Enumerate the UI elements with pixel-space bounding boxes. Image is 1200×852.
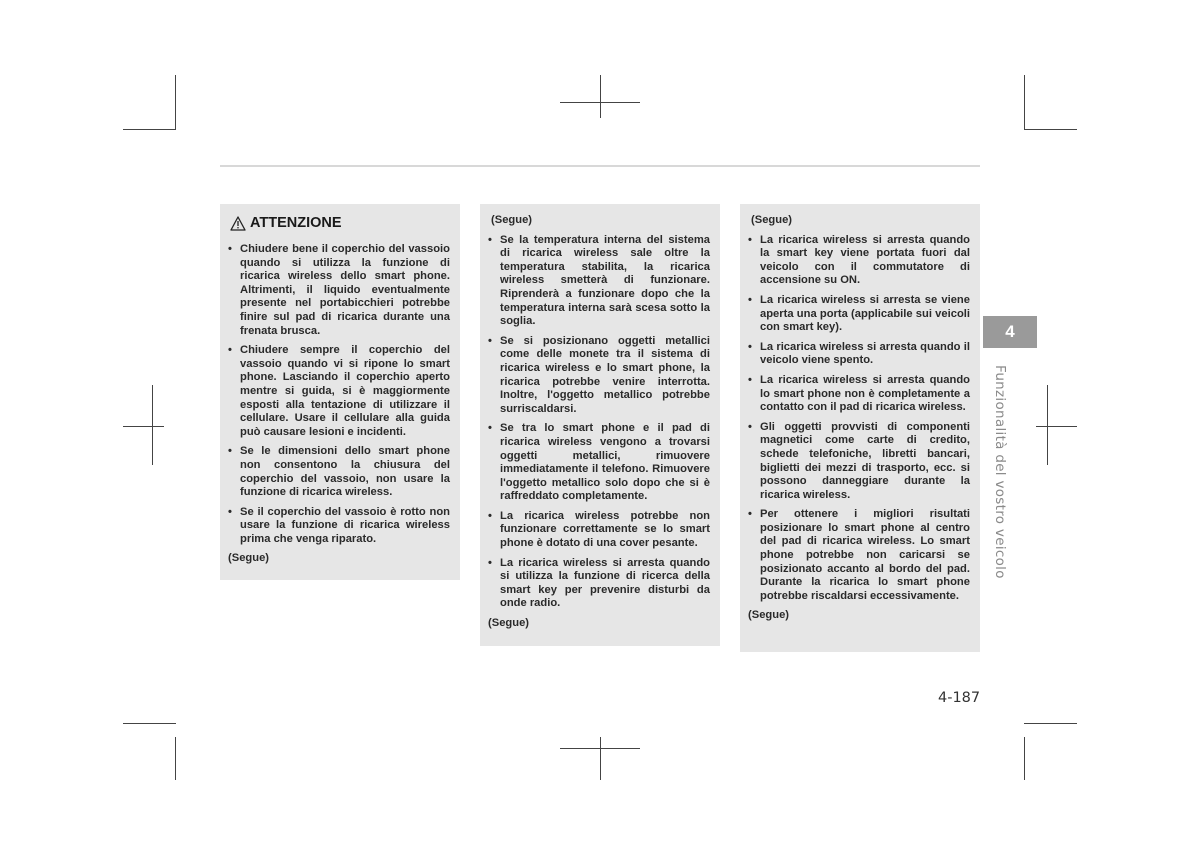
list-item: • La ricarica wireless si arresta quando il veicolo viene spento. — [748, 340, 970, 367]
middle-list — [488, 234, 710, 611]
page-number: 4-187 — [938, 690, 981, 706]
continued-label: (Segue) — [488, 617, 530, 630]
list-item: • Se si posizionano oggetti metallici come delle monete tra il sistema di ricarica wireless e lo smart phone, la ricarica potrebbe venire interrotta. Inoltre, l'oggetto metallico potrebbe surriscaldarsi. — [488, 334, 710, 415]
list-item: • Se il coperchio del vassoio è rotto non usare la funzione di ricarica wireless prima che venga riparato. — [228, 505, 450, 545]
list-item: • La ricarica wireless potrebbe non funzionare correttamente se lo smart phone è dotato di una cover pesante. — [488, 509, 710, 550]
continued-label: (Segue) — [228, 552, 270, 565]
list-item: • La ricarica wireless si arresta quando la smart key viene portata fuori dal veicolo con il commutatore di accensione su ON. — [748, 233, 970, 287]
list-item: • Se le dimensioni dello smart phone non consentono la chiusura del coperchio del vassoio, non usare la funzione di ricarica wireless. — [228, 445, 450, 499]
list-item: • La ricarica wireless si arresta quando si utilizza la funzione di ricerca della smart key per prevenire disturbi da onde radio. — [488, 556, 710, 610]
warning-title-text: ATTENZIONE — [250, 214, 342, 231]
list-item: • Per ottenere i migliori risultati posizionare lo smart phone al centro del pad di ricarica wireless. Lo smart phone potrebbe non caricarsi se posizionato accanto al bordo del pad. Durante la ricarica lo smart phone potrebbe riscaldarsi eccessivamente. — [748, 508, 970, 602]
warning-box — [220, 204, 460, 580]
chapter-title: Funzionalità del vostro veicolo — [992, 365, 1008, 579]
list-item: • Se tra lo smart phone e il pad di ricarica wireless vengono a trovarsi oggetti metallici, rimuovere immediatamente il telefono. Rimuovere l'oggetto metallico solo dopo che si è raffreddato completamente. — [488, 422, 710, 503]
list-item: • Se la temperatura interna del sistema di ricarica wireless sale oltre la temperatura stabilita, la ricarica wireless smetterà di funzionare. Riprenderà a funzionare dopo che la temperatura interna sarà scesa sotto la soglia. — [488, 233, 710, 328]
warning-triangle-icon — [230, 216, 246, 231]
continued-box-middle — [480, 204, 720, 646]
list-item: • Chiudere sempre il coperchio del vassoio quando vi si ripone lo smart phone. Lasciando il coperchio aperto mentre si guida, si è maggiormente esposti alla tentazione di utilizzare il cellulare. Usare il cellulare alla guida può causare lesioni e incidenti. — [228, 344, 450, 438]
continued-from-label: (Segue) — [491, 214, 533, 226]
right-list — [748, 234, 970, 604]
list-item: • Chiudere bene il coperchio del vassoio quando si utilizza la funzione di ricarica wireless dello smart phone. Altrimenti, il liquido eventualmente presente nel portabicchieri potrebbe finire sul pad di ricarica durante una frenata brusca. — [228, 243, 450, 337]
list-item: • La ricarica wireless si arresta se viene aperta una porta (applicabile sui veicoli con smart key). — [748, 293, 970, 334]
continued-label: (Segue) — [748, 609, 790, 622]
warning-title — [230, 216, 450, 231]
continued-from-label: (Segue) — [751, 214, 793, 226]
list-item: • Gli oggetti provvisti di componenti magnetici come carte di credito, schede telefoniche, libretti bancari, biglietti dei mezzi di trasporto, ecc. si possono danneggiare durante la ricarica wireless. — [748, 420, 970, 501]
list-item: • La ricarica wireless si arresta quando lo smart phone non è completamente a contatto con il pad di ricarica wireless. — [748, 373, 970, 414]
continued-box-right — [740, 204, 980, 652]
chapter-number-tab: 4 — [983, 316, 1037, 348]
warning-list — [228, 243, 450, 546]
header-rule — [220, 165, 980, 167]
